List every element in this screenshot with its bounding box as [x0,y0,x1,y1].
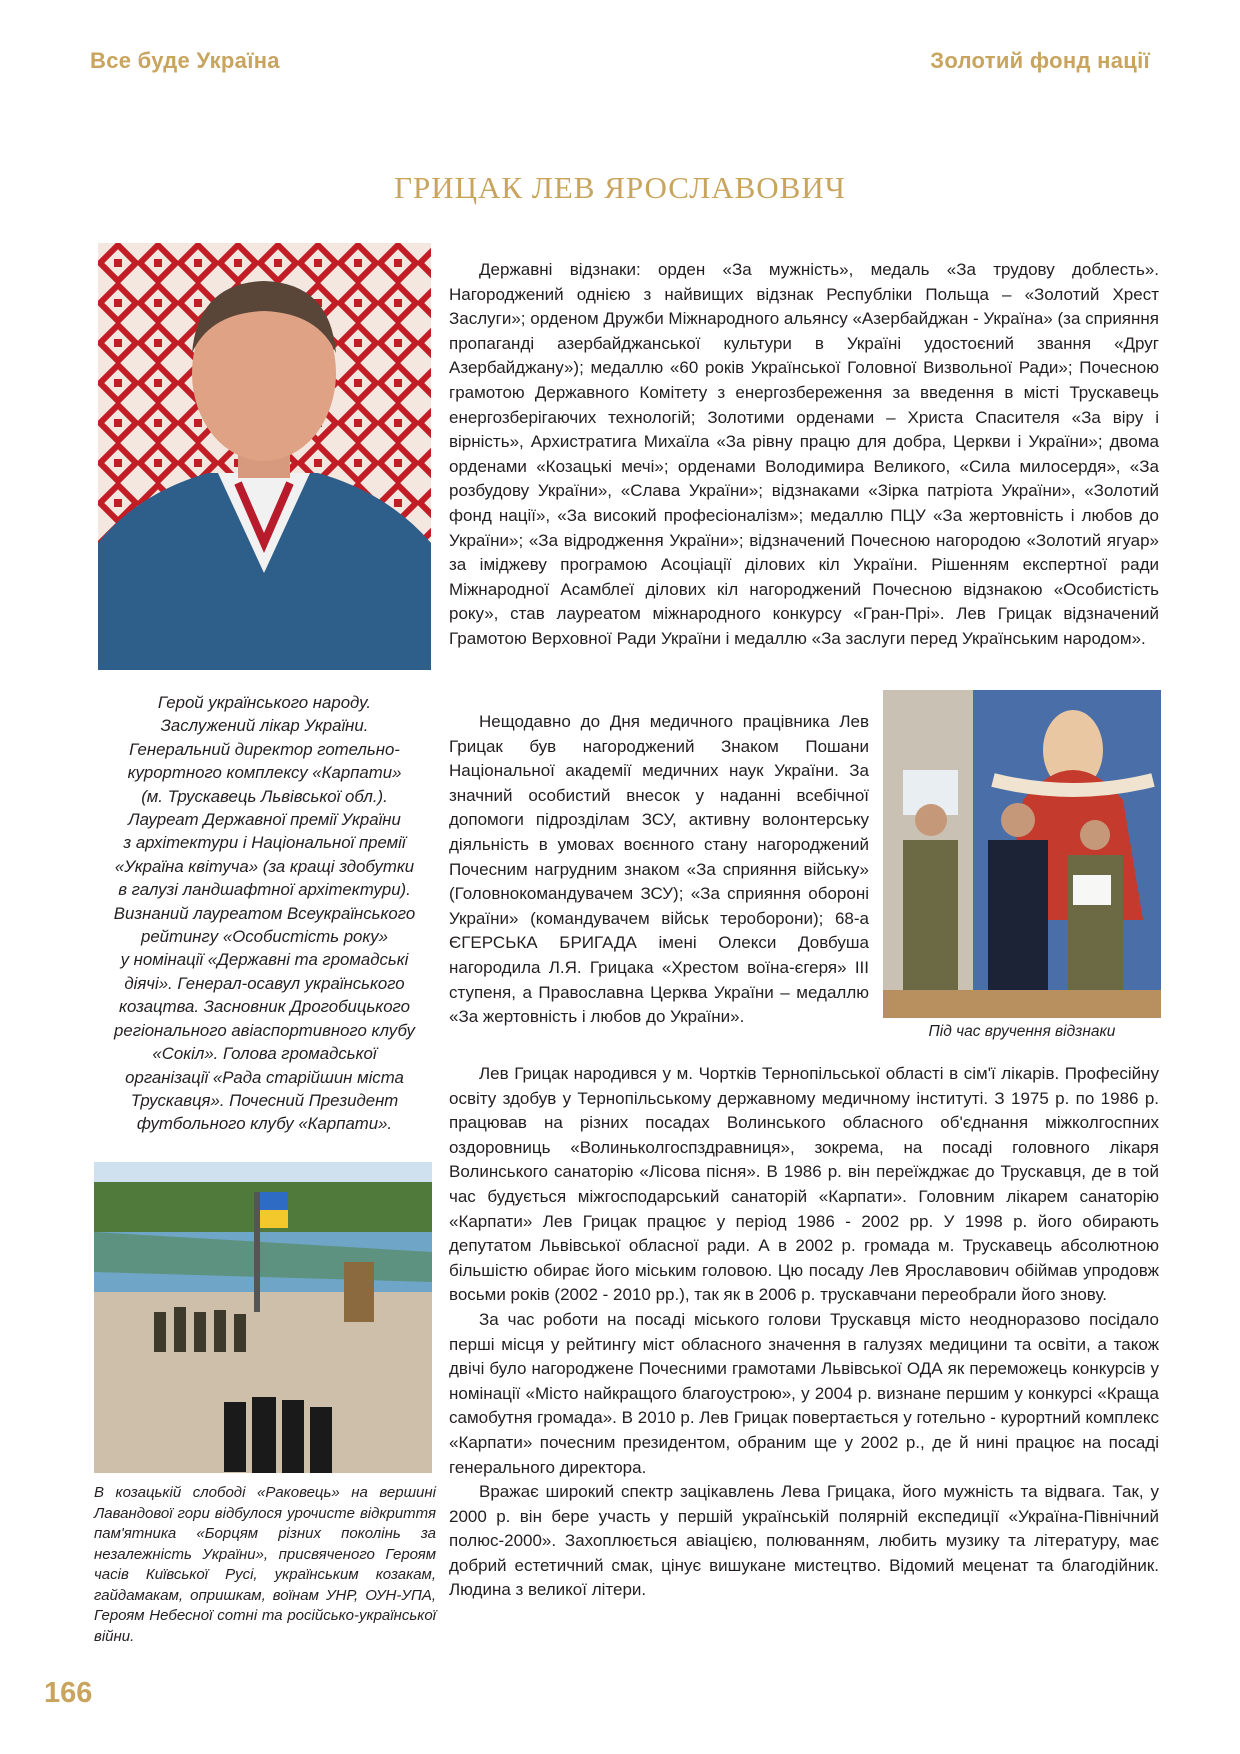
monument-opening-photo [94,1162,432,1473]
paragraph: Державні відзнаки: орден «За мужність», медаль «За трудову доблесть». Нагороджений однією з найвищих відзнак Республіки Польща – «Золотий Хрест Заслуги»; орденом Дружби Міжнародного альянсу «Азербайджан - Україна» (за сприяння пропаганді азербайджанської культури в Україні удостоєний звання «Друг Азербайджану»); медаллю «60 років Української Головної Визвольної Ради»; Почесною грамотою Державного Комітету з енергозбереження за введення в місті Трускавець енергозберігаючих технологій; Золотими орденами – Христа Спасителя «За віру і вірність», Архистратига Михаїла «За рівну працю для добра, Церкви і України»; двома орденами «Козацькі мечі»; орденами Володимира Великого, «Сила милосердя», «За розбудову України», «Слава України»; відзнаками «Зірка патріота України», «Золотий фонд нації», «За високий професіоналізм»; медаллю ПЦУ «За жертовність і любов до України»; «За відродження України»; відзначений Почесною нагородою «Золотий ягуар» за іміджеву програмою Асоціації ділових кіл України. Рішенням експертної ради Міжнародної Асамблеї ділових кіл нагороджений Почесною відзнакою «Особистість року», став лауреатом міжнародного конкурсу «Гран-Прі». Лев Грицак відзначений Грамотою Верховної Ради України і медаллю «За заслуги перед Українським народом». [449,260,1159,648]
body-text-top [449,258,1159,652]
caption-line: у номінації «Державні та громадські [120,950,409,970]
body-text-middle [449,710,869,1030]
caption-line: з архітектури і Національної премії [123,833,406,853]
caption-line: (м. Трускавець Львівської обл.). [141,786,388,806]
caption-line: курортного комплексу «Карпати» [127,763,402,783]
caption-line: регіонального авіаспортивного клубу [114,1020,415,1040]
caption-line: Лауреат Державної премії України [128,810,401,830]
caption-line: козацтва. Засновник Дрогобицького [119,997,410,1017]
paragraph: Вражає широкий спектр зацікавлень Лева Грицака, його мужність та відвага. Так, у 2000 р. він бере участь у першій українській полярній експедиції «Україна-Північний полюс-2000». Захоплюється авіацією, полюванням, любить музику та літературу, має добрий естетичний смак, цінує вишукане мистецтво. Відомий меценат та благодійник. Людина з великої літери. [449,1482,1159,1600]
portrait-photo [98,243,431,670]
monument-photo-caption: В козацькій слободі «Раковець» на вершині Лавандової гори відбулося урочисте відкриття пам'ятника «Борцям різних поколінь за незалежність України», присвяченого Героям часів Київської Русі, українським козакам, гайдамакам, опришкам, воїнам УНР, ОУН-УПА, Героям Небесної сотні та російсько-української війни. [94,1484,436,1645]
caption-line: діячі». Генерал-осавул українського [124,973,405,993]
award-ceremony-photo [883,690,1161,1018]
caption-line: «Україна квітуча» (за кращі здобутки [114,856,415,876]
caption-line: Герой українського народу. [157,693,372,712]
paragraph: За час роботи на посаді міського голови Трускавця місто неодноразово посідало перші місця у рейтингу міст обласного значення в галузях медицини та освіти, а також двічі було нагороджене Почесними грамотами Львівської ОДА як переможець конкурсів у номінації «Місто найкращого благоустрою», у 2004 р. визнане першим у конкурсі «Краща самобутня громада». В 2010 р. Лев Грицак повертається у готельно - курортний комплекс «Карпати» почесним президентом, обраним ще у 2002 р., де й нині працює на посаді генерального директора. [449,1309,1159,1477]
award-photo-caption: Під час вручення відзнаки [928,1023,1116,1040]
caption-line: футбольного клубу «Карпати». [136,1114,393,1134]
caption-line: в галузі ландшафтної архітектури). [118,880,411,900]
caption-line: Заслужений лікар України. [160,716,369,736]
running-header-left: Все буде Україна [90,48,280,73]
caption-line: рейтингу «Особистість року» [140,927,389,947]
running-header-right: Золотий фонд нації [930,48,1150,73]
caption-line: організації «Рада старійшин міста [125,1067,404,1087]
caption-line: Генеральний директор готельно- [129,739,400,759]
page-title: ГРИЦАК ЛЕВ ЯРОСЛАВОВИЧ [394,170,846,205]
caption-line: «Сокіл». Голова громадської [152,1044,377,1064]
caption-line: Трускавця». Почесний Президент [130,1090,399,1110]
body-text-bottom [449,1062,1159,1603]
caption-line: Визнаний лауреатом Всеукраїнського [113,903,416,923]
portrait-caption [98,691,431,1136]
page-number: 166 [44,1677,93,1709]
paragraph: Лев Грицак народився у м. Чортків Тернопільської області в сім'ї лікарів. Професійну освіту здобув у Тернопільському державному медичному інституті. З 1975 р. по 1986 р. працював на різних посадах Волинського обласного об'єднання міжколгоспних оздоровниць «Волиньколгоспздравниця», зокрема, на посаді головного лікаря Волинського санаторію «Лісова пісня». В 1986 р. він переїжджає до Трускавця, де в той час будується міжгосподарський санаторій «Карпати». Головним лікарем санаторію «Карпати» Лев Грицак працює у період 1986 - 2002 рр. У 1998 р. його обирають депутатом Львівської обласної ради. А в 2002 р. громада м. Трускавець абсолютною більшістю обирає його міським головою. Цю посаду Лев Ярославович обіймав упродовж восьми років (2002 - 2010 рр.), так як в 2006 р. трускавчани переобрали його знову. [449,1064,1159,1305]
paragraph: Нещодавно до Дня медичного працівника Лев Грицак був нагороджений Знаком Пошани Національної академії медичних наук України. За значний особистий внесок у наданні всебічної допомоги підрозділам ЗСУ, активну волонтерську діяльність в умовах воєнного стану нагороджений Почесним нагрудним знаком «За сприяння війську» (Головнокомандувачем ЗСУ); «За сприяння обороні України» (командувачем військ тероборони); 68-а ЄГЕРСЬКА БРИГАДА імені Олекси Довбуша нагородила Л.Я. Грицака «Хрестом воїна-єгеря» ІІІ ступеня, а Православна Церква України – медаллю «За жертовність і любов до України». [449,712,869,1027]
